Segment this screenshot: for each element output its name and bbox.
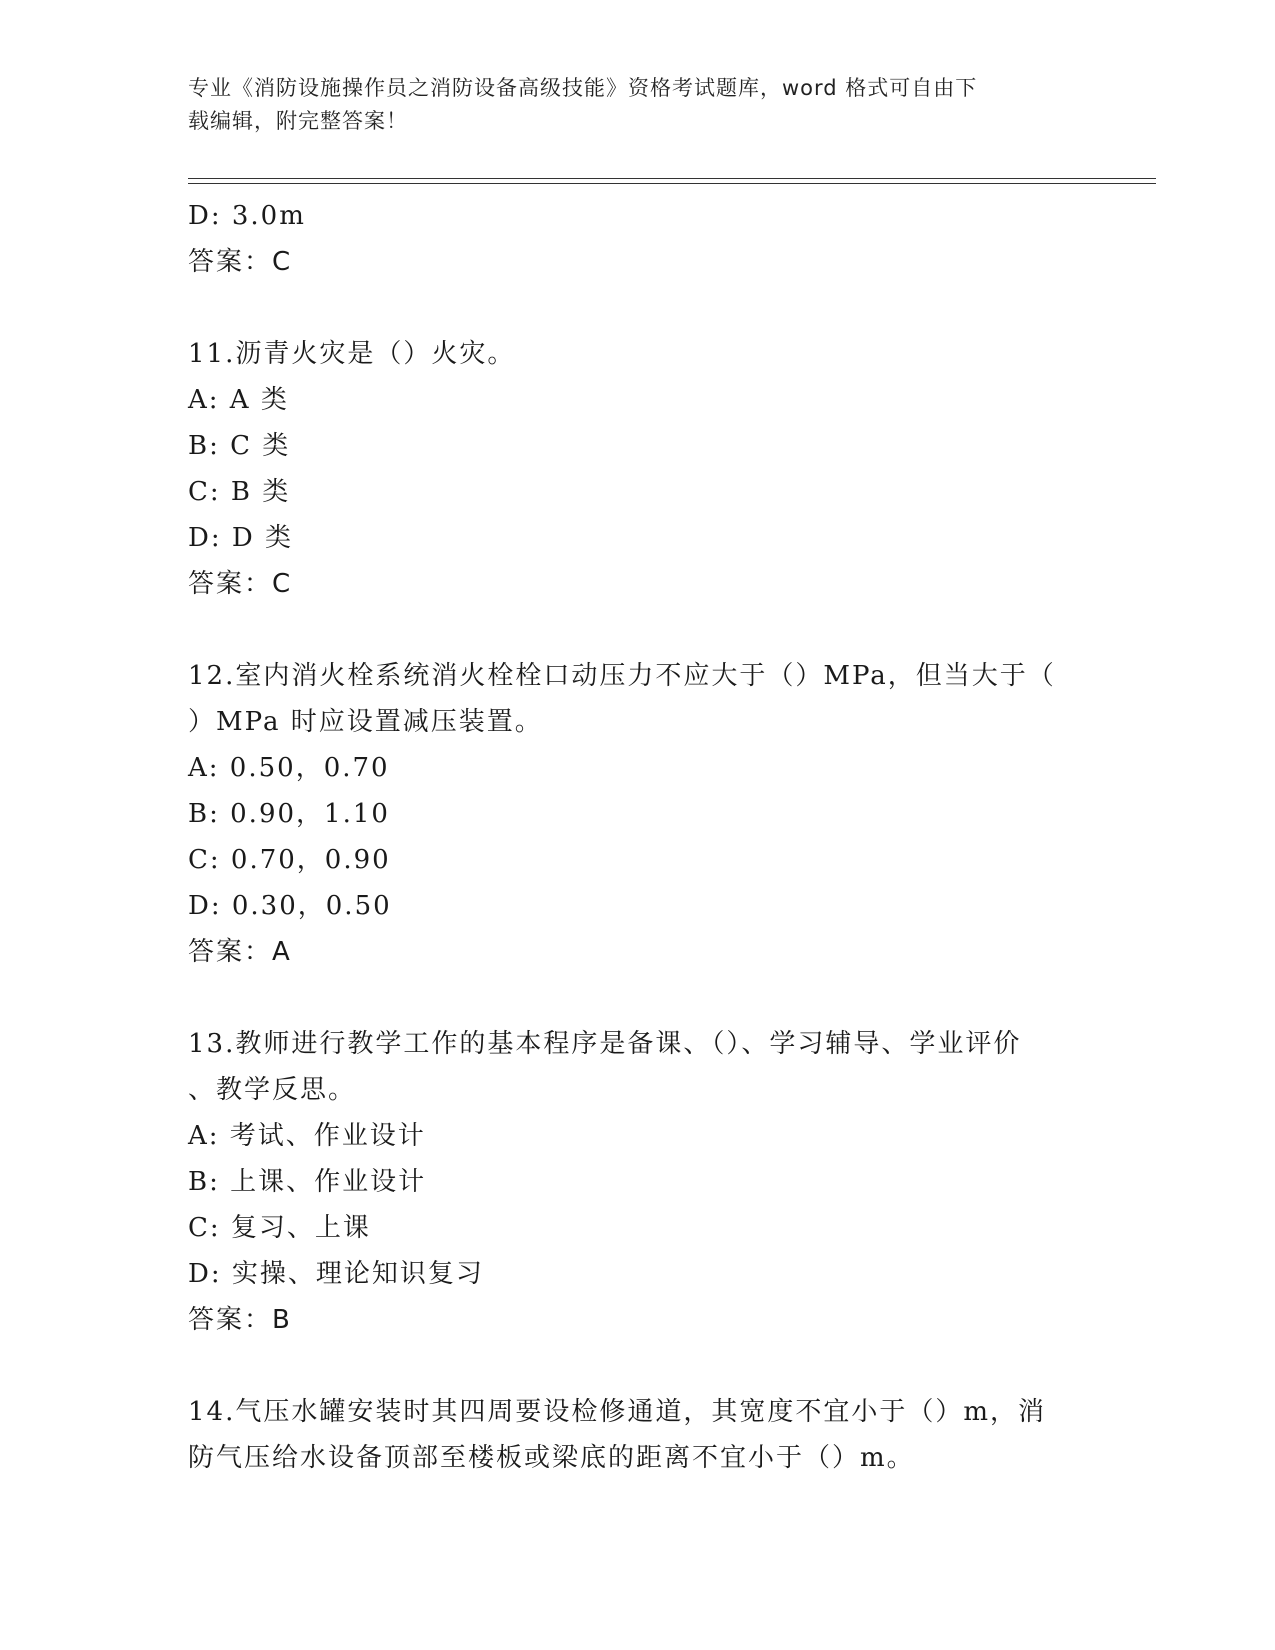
header-rule-top [188, 178, 1156, 179]
option-d: D: 实操、理论知识复习 [188, 1259, 484, 1289]
question-stem: 13.教师进行教学工作的基本程序是备课、（）、学习辅导、学业评价 [188, 1029, 1022, 1059]
option-d: D: D 类 [188, 523, 293, 553]
question-stem-continued: 防气压给水设备顶部至楼板或梁底的距离不宜小于（）m。 [188, 1443, 915, 1473]
question-11 [188, 331, 1088, 607]
header-line-1: 专业《消防设施操作员之消防设备高级技能》资格考试题库，word 格式可自由下 [188, 76, 978, 100]
question-12 [188, 653, 1088, 975]
question-stem-continued: 、教学反思。 [188, 1075, 357, 1105]
answer: 答案：B [188, 1305, 292, 1335]
option-c: C: B 类 [188, 477, 291, 507]
option-a: A: 考试、作业设计 [188, 1121, 426, 1151]
question-13 [188, 1021, 1088, 1343]
option-b: B: 上课、作业设计 [188, 1167, 427, 1197]
option-c: C: 0.70，0.90 [188, 845, 391, 875]
document-header [188, 72, 1068, 138]
option-b: B: C 类 [188, 431, 291, 461]
header-line-2: 载编辑，附完整答案！ [188, 109, 408, 133]
option-a: A: A 类 [188, 385, 289, 415]
header-rule-bottom [188, 183, 1156, 184]
option-b: B: 0.90，1.10 [188, 799, 390, 829]
option-d: D: 0.30，0.50 [188, 891, 392, 921]
answer: 答案：A [188, 937, 292, 967]
option-c: C: 复习、上课 [188, 1213, 371, 1243]
question-stem: 11.沥青火灾是（）火灾。 [188, 339, 516, 369]
question-list [188, 193, 1088, 1481]
question-stem: 14.气压水罐安装时其四周要设检修通道，其宽度不宜小于（）m，消 [188, 1397, 1047, 1427]
answer: 答案：C [188, 569, 293, 599]
answer: 答案：C [188, 247, 293, 277]
question-stem: 12.室内消火栓系统消火栓栓口动压力不应大于（）MPa，但当大于（ [188, 661, 1056, 691]
option-d: D: 3.0m [188, 201, 306, 231]
question-stem-continued: ）MPa 时应设置减压装置。 [188, 707, 543, 737]
question-14 [188, 1389, 1088, 1481]
option-a: A: 0.50，0.70 [188, 753, 390, 783]
